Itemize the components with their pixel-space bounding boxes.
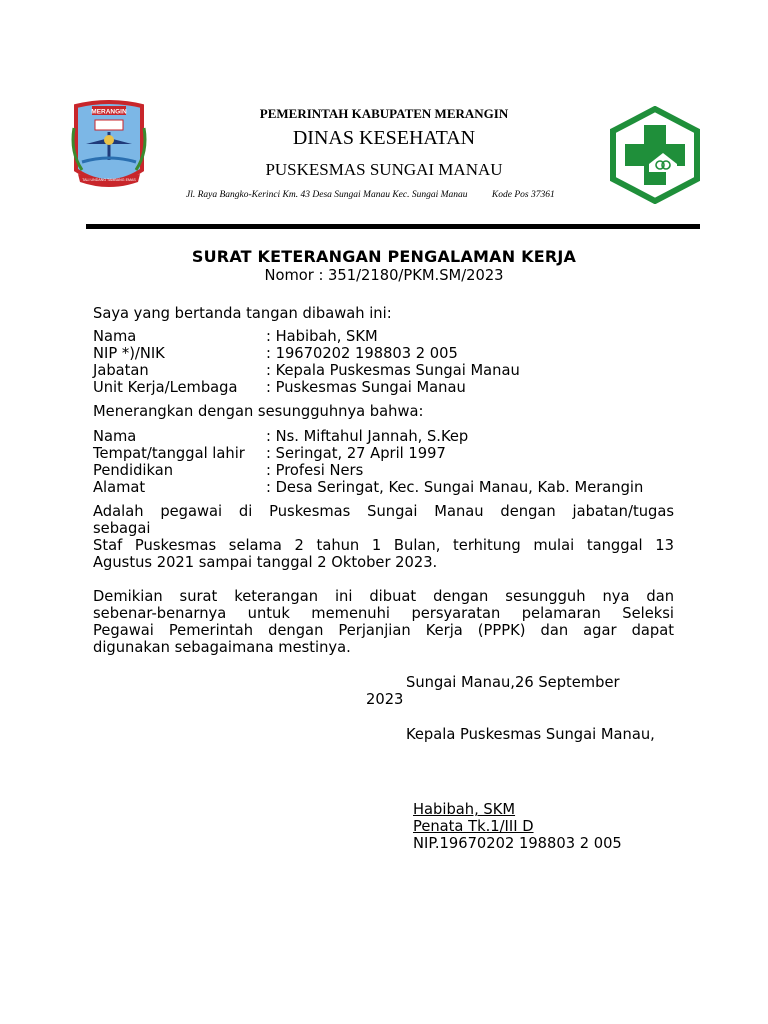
subject-field-value: : Ns. Miftahul Jannah, S.Kep (266, 428, 469, 445)
subject-field-value: : Profesi Ners (266, 462, 364, 479)
signer-name: Habibah, SKM (413, 801, 516, 818)
signer-field-value: : Habibah, SKM (266, 328, 378, 345)
subject-field-value: : Desa Seringat, Kec. Sungai Manau, Kab. Merangin (266, 479, 644, 496)
signer-field-value: : Kepala Puskesmas Sungai Manau (266, 362, 520, 379)
intro-text: Saya yang bertanda tangan dibawah ini: (93, 305, 392, 322)
government-name: PEMERINTAH KABUPATEN MERANGIN (259, 106, 509, 121)
signer-field-value: : Puskesmas Sungai Manau (266, 379, 466, 396)
letter-number: Nomor : 351/2180/PKM.SM/2023 (264, 267, 504, 284)
svg-text:MERANGIN: MERANGIN (91, 108, 127, 116)
address-line (186, 190, 555, 200)
signer-field-label: Nama (93, 328, 137, 345)
employment-paragraph (93, 503, 674, 571)
paragraph-line: sebagai (93, 520, 151, 537)
statement-text: Menerangkan dengan sesungguhnya bahwa: (93, 403, 424, 420)
place-date: Sungai Manau,26 September (406, 674, 620, 691)
letter-title: SURAT KETERANGAN PENGALAMAN KERJA (191, 247, 577, 266)
subject-field-value: : Seringat, 27 April 1997 (266, 445, 446, 462)
subject-field-label: Tempat/tanggal lahir (93, 445, 245, 462)
closing-paragraph (93, 588, 674, 656)
subject-field-label: Nama (93, 428, 137, 445)
signer-field-label: NIP *)/NIK (93, 345, 165, 362)
postal-code: Kode Pos 37361 (491, 190, 555, 200)
paragraph-line: Demikian surat keterangan ini dibuat dengan sesungguh nya dan (93, 588, 674, 605)
merangin-regency-logo (68, 100, 150, 196)
paragraph-line: Adalah pegawai di Puskesmas Sungai Manau dengan jabatan/tugas (93, 503, 674, 520)
signer-field-label: Unit Kerja/Lembaga (93, 379, 238, 396)
signer-rank: Penata Tk.1/III D (413, 818, 534, 835)
health-ministry-icon (608, 106, 702, 204)
place-date-year: 2023 (366, 691, 404, 708)
subject-field-label: Pendidikan (93, 462, 174, 479)
paragraph-line: Pegawai Pemerintah dengan Perjanjian Kerja (PPPK) dan agar dapat (93, 622, 674, 639)
svg-text:TALI UNDANG TAMBANG EMAS: TALI UNDANG TAMBANG EMAS (82, 178, 136, 182)
signer-title: Kepala Puskesmas Sungai Manau, (406, 726, 655, 743)
unit-name: PUSKESMAS SUNGAI MANAU (265, 160, 503, 179)
signer-field-value: : 19670202 198803 2 005 (266, 345, 458, 362)
subject-field-label: Alamat (93, 479, 146, 496)
paragraph-line: digunakan sebagaimana mestinya. (93, 639, 351, 656)
paragraph-line: Agustus 2021 sampai tanggal 2 Oktober 2023. (93, 554, 438, 571)
paragraph-line: Staf Puskesmas selama 2 tahun 1 Bulan, terhitung mulai tanggal 13 (93, 537, 674, 554)
signer-nip: NIP.19670202 198803 2 005 (413, 835, 622, 852)
address-text: Jl. Raya Bangko-Kerinci Km. 43 Desa Sungai Manau Kec. Sungai Manau (186, 190, 468, 200)
paragraph-line: sebenar-benarnya untuk memenuhi persyaratan pelamaran Seleksi (93, 605, 674, 622)
signer-field-label: Jabatan (93, 362, 149, 379)
department-name: DINAS KESEHATAN (292, 127, 476, 149)
header-divider (86, 224, 700, 229)
